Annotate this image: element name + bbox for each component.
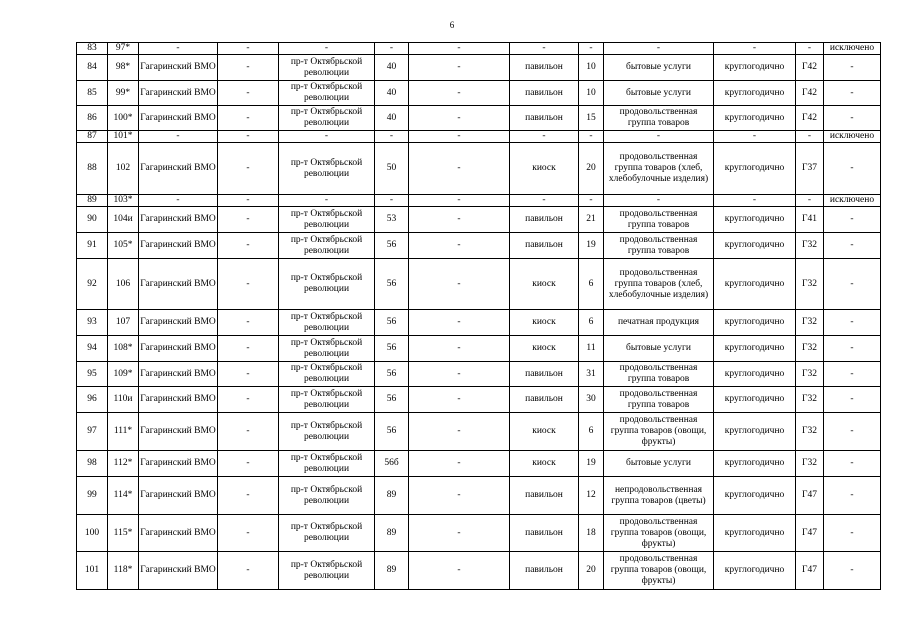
row-number: 92 [77, 259, 108, 310]
area-cell: 19 [579, 451, 604, 477]
house-cell: 50 [375, 143, 409, 195]
specialization-cell: продовольственная группа товаров (овощи, фрукты) [604, 413, 714, 451]
period-cell: круглогодично [714, 336, 796, 362]
place-id: 114* [108, 477, 139, 515]
table-row [77, 451, 881, 477]
table-row [77, 55, 881, 81]
row-number: 100 [77, 515, 108, 552]
col4-cell: - [218, 55, 279, 81]
place-id: 112* [108, 451, 139, 477]
row-number: 87 [77, 131, 108, 143]
area-cell: 6 [579, 413, 604, 451]
note-cell: исключено [824, 131, 881, 143]
col7-cell: - [409, 55, 510, 81]
street-cell: пр-т Октябрьской революции [279, 259, 375, 310]
house-cell: 56 [375, 413, 409, 451]
code-cell: Г42 [796, 106, 824, 131]
table-row [77, 43, 881, 55]
district-cell: Гагаринский ВМО [139, 413, 218, 451]
table-row [77, 362, 881, 387]
code-cell: Г32 [796, 310, 824, 336]
note-cell: - [824, 207, 881, 233]
district-cell: Гагаринский ВМО [139, 477, 218, 515]
area-cell: 20 [579, 143, 604, 195]
note-cell: - [824, 387, 881, 413]
place-id: 108* [108, 336, 139, 362]
col4-cell: - [218, 387, 279, 413]
area-cell: 21 [579, 207, 604, 233]
street-cell: пр-т Октябрьской революции [279, 106, 375, 131]
note-cell: - [824, 106, 881, 131]
street-cell: пр-т Октябрьской революции [279, 515, 375, 552]
area-cell: 11 [579, 336, 604, 362]
note-cell: - [824, 55, 881, 81]
area-cell: 10 [579, 55, 604, 81]
district-cell: Гагаринский ВМО [139, 143, 218, 195]
note-cell: - [824, 451, 881, 477]
table-row [77, 515, 881, 552]
col4-cell: - [218, 477, 279, 515]
specialization-cell: продовольственная группа товаров (овощи, фрукты) [604, 552, 714, 590]
specialization-cell: продовольственная группа товаров [604, 387, 714, 413]
table-row [77, 477, 881, 515]
specialization-cell: продовольственная группа товаров [604, 106, 714, 131]
period-cell: круглогодично [714, 81, 796, 106]
code-cell: Г32 [796, 451, 824, 477]
table-row [77, 413, 881, 451]
note-cell: исключено [824, 195, 881, 207]
period-cell: круглогодично [714, 362, 796, 387]
specialization-cell: продовольственная группа товаров [604, 233, 714, 259]
col7-cell: - [409, 233, 510, 259]
place-id: 99* [108, 81, 139, 106]
street-cell: пр-т Октябрьской революции [279, 387, 375, 413]
note-cell: - [824, 143, 881, 195]
col4-cell: - [218, 233, 279, 259]
house-cell: 89 [375, 515, 409, 552]
row-number: 93 [77, 310, 108, 336]
col7-cell: - [409, 387, 510, 413]
note-cell: - [824, 413, 881, 451]
note-cell: исключено [824, 43, 881, 55]
place-id: 111* [108, 413, 139, 451]
row-number: 98 [77, 451, 108, 477]
table-row [77, 552, 881, 590]
specialization-cell: бытовые услуги [604, 55, 714, 81]
district-cell: Гагаринский ВМО [139, 106, 218, 131]
row-number: 85 [77, 81, 108, 106]
place-id: 110и [108, 387, 139, 413]
code-cell: - [796, 195, 824, 207]
specialization-cell: бытовые услуги [604, 81, 714, 106]
note-cell: - [824, 552, 881, 590]
col4-cell: - [218, 362, 279, 387]
street-cell: - [279, 195, 375, 207]
specialization-cell: продовольственная группа товаров (хлеб, хлебобулочные изделия) [604, 143, 714, 195]
object-type-cell: - [510, 43, 579, 55]
street-cell: пр-т Октябрьской революции [279, 310, 375, 336]
code-cell: Г32 [796, 336, 824, 362]
area-cell: 18 [579, 515, 604, 552]
col4-cell: - [218, 336, 279, 362]
note-cell: - [824, 259, 881, 310]
row-number: 88 [77, 143, 108, 195]
place-id: 104и [108, 207, 139, 233]
house-cell: 56б [375, 451, 409, 477]
period-cell: круглогодично [714, 233, 796, 259]
district-cell: Гагаринский ВМО [139, 233, 218, 259]
col7-cell: - [409, 362, 510, 387]
col7-cell: - [409, 336, 510, 362]
object-type-cell: павильон [510, 477, 579, 515]
table-row [77, 387, 881, 413]
col4-cell: - [218, 143, 279, 195]
col7-cell: - [409, 515, 510, 552]
street-cell: пр-т Октябрьской революции [279, 336, 375, 362]
col7-cell: - [409, 106, 510, 131]
area-cell: 19 [579, 233, 604, 259]
place-id: 103* [108, 195, 139, 207]
col7-cell: - [409, 81, 510, 106]
specialization-cell: - [604, 195, 714, 207]
area-cell: - [579, 195, 604, 207]
area-cell: - [579, 43, 604, 55]
house-cell: 56 [375, 233, 409, 259]
place-id: 115* [108, 515, 139, 552]
row-number: 90 [77, 207, 108, 233]
page-number: 6 [449, 20, 455, 30]
specialization-cell: продовольственная группа товаров (хлеб, хлебобулочные изделия) [604, 259, 714, 310]
specialization-cell: бытовые услуги [604, 336, 714, 362]
col4-cell: - [218, 259, 279, 310]
district-cell: Гагаринский ВМО [139, 552, 218, 590]
street-cell: пр-т Октябрьской революции [279, 477, 375, 515]
code-cell: Г42 [796, 55, 824, 81]
period-cell: круглогодично [714, 259, 796, 310]
area-cell: 10 [579, 81, 604, 106]
place-id: 118* [108, 552, 139, 590]
district-cell: Гагаринский ВМО [139, 81, 218, 106]
table-row [77, 207, 881, 233]
object-type-cell: - [510, 131, 579, 143]
col7-cell: - [409, 552, 510, 590]
placement-table [76, 42, 881, 590]
col7-cell: - [409, 310, 510, 336]
code-cell: Г47 [796, 477, 824, 515]
row-number: 101 [77, 552, 108, 590]
col4-cell: - [218, 131, 279, 143]
object-type-cell: киоск [510, 413, 579, 451]
row-number: 91 [77, 233, 108, 259]
area-cell: - [579, 131, 604, 143]
street-cell: пр-т Октябрьской революции [279, 81, 375, 106]
area-cell: 6 [579, 310, 604, 336]
col7-cell: - [409, 143, 510, 195]
specialization-cell: продовольственная группа товаров (овощи, фрукты) [604, 515, 714, 552]
code-cell: - [796, 131, 824, 143]
street-cell: пр-т Октябрьской революции [279, 233, 375, 259]
code-cell: Г32 [796, 387, 824, 413]
specialization-cell: бытовые услуги [604, 451, 714, 477]
house-cell: 40 [375, 81, 409, 106]
note-cell: - [824, 310, 881, 336]
area-cell: 15 [579, 106, 604, 131]
col7-cell: - [409, 413, 510, 451]
period-cell: круглогодично [714, 55, 796, 81]
table-row [77, 259, 881, 310]
row-number: 84 [77, 55, 108, 81]
street-cell: пр-т Октябрьской революции [279, 552, 375, 590]
place-id: 97* [108, 43, 139, 55]
period-cell: круглогодично [714, 515, 796, 552]
col4-cell: - [218, 451, 279, 477]
district-cell: Гагаринский ВМО [139, 451, 218, 477]
period-cell: круглогодично [714, 451, 796, 477]
specialization-cell: - [604, 43, 714, 55]
code-cell: Г47 [796, 515, 824, 552]
row-number: 96 [77, 387, 108, 413]
place-id: 98* [108, 55, 139, 81]
code-cell: Г41 [796, 207, 824, 233]
table-row [77, 195, 881, 207]
specialization-cell: непродовольственная группа товаров (цветы) [604, 477, 714, 515]
object-type-cell: - [510, 195, 579, 207]
house-cell: - [375, 131, 409, 143]
row-number: 95 [77, 362, 108, 387]
house-cell: 56 [375, 259, 409, 310]
street-cell: пр-т Октябрьской революции [279, 143, 375, 195]
note-cell: - [824, 336, 881, 362]
note-cell: - [824, 515, 881, 552]
specialization-cell: - [604, 131, 714, 143]
period-cell: круглогодично [714, 552, 796, 590]
object-type-cell: киоск [510, 143, 579, 195]
district-cell: Гагаринский ВМО [139, 362, 218, 387]
col4-cell: - [218, 106, 279, 131]
col4-cell: - [218, 81, 279, 106]
district-cell: - [139, 195, 218, 207]
object-type-cell: киоск [510, 336, 579, 362]
object-type-cell: павильон [510, 362, 579, 387]
table-row [77, 233, 881, 259]
period-cell: круглогодично [714, 413, 796, 451]
row-number: 97 [77, 413, 108, 451]
code-cell: Г32 [796, 259, 824, 310]
note-cell: - [824, 477, 881, 515]
district-cell: Гагаринский ВМО [139, 55, 218, 81]
period-cell: круглогодично [714, 477, 796, 515]
col7-cell: - [409, 451, 510, 477]
house-cell: 53 [375, 207, 409, 233]
district-cell: - [139, 131, 218, 143]
place-id: 109* [108, 362, 139, 387]
object-type-cell: павильон [510, 55, 579, 81]
table-row [77, 81, 881, 106]
house-cell: 40 [375, 55, 409, 81]
house-cell: 56 [375, 336, 409, 362]
period-cell: - [714, 131, 796, 143]
table-body [77, 43, 881, 590]
object-type-cell: павильон [510, 233, 579, 259]
code-cell: Г32 [796, 413, 824, 451]
street-cell: - [279, 131, 375, 143]
place-id: 107 [108, 310, 139, 336]
note-cell: - [824, 362, 881, 387]
house-cell: 56 [375, 362, 409, 387]
district-cell: Гагаринский ВМО [139, 515, 218, 552]
period-cell: - [714, 43, 796, 55]
table-row [77, 310, 881, 336]
table-row [77, 143, 881, 195]
house-cell: 89 [375, 477, 409, 515]
col7-cell: - [409, 259, 510, 310]
period-cell: круглогодично [714, 106, 796, 131]
street-cell: пр-т Октябрьской революции [279, 413, 375, 451]
period-cell: - [714, 195, 796, 207]
street-cell: пр-т Октябрьской революции [279, 55, 375, 81]
house-cell: 56 [375, 310, 409, 336]
note-cell: - [824, 233, 881, 259]
row-number: 89 [77, 195, 108, 207]
code-cell: Г32 [796, 362, 824, 387]
period-cell: круглогодично [714, 387, 796, 413]
object-type-cell: павильон [510, 515, 579, 552]
district-cell: Гагаринский ВМО [139, 336, 218, 362]
area-cell: 31 [579, 362, 604, 387]
district-cell: - [139, 43, 218, 55]
code-cell: - [796, 43, 824, 55]
note-cell: - [824, 81, 881, 106]
street-cell: - [279, 43, 375, 55]
col4-cell: - [218, 195, 279, 207]
object-type-cell: киоск [510, 451, 579, 477]
col4-cell: - [218, 310, 279, 336]
house-cell: 89 [375, 552, 409, 590]
period-cell: круглогодично [714, 143, 796, 195]
col4-cell: - [218, 552, 279, 590]
object-type-cell: павильон [510, 207, 579, 233]
col7-cell: - [409, 195, 510, 207]
code-cell: Г47 [796, 552, 824, 590]
house-cell: - [375, 43, 409, 55]
col7-cell: - [409, 477, 510, 515]
col7-cell: - [409, 207, 510, 233]
row-number: 86 [77, 106, 108, 131]
house-cell: 56 [375, 387, 409, 413]
object-type-cell: киоск [510, 259, 579, 310]
district-cell: Гагаринский ВМО [139, 207, 218, 233]
table-row [77, 106, 881, 131]
house-cell: - [375, 195, 409, 207]
code-cell: Г37 [796, 143, 824, 195]
specialization-cell: продовольственная группа товаров [604, 362, 714, 387]
area-cell: 20 [579, 552, 604, 590]
col4-cell: - [218, 207, 279, 233]
object-type-cell: киоск [510, 310, 579, 336]
col4-cell: - [218, 515, 279, 552]
street-cell: пр-т Октябрьской революции [279, 362, 375, 387]
area-cell: 6 [579, 259, 604, 310]
place-id: 101* [108, 131, 139, 143]
specialization-cell: печатная продукция [604, 310, 714, 336]
street-cell: пр-т Октябрьской революции [279, 207, 375, 233]
street-cell: пр-т Октябрьской революции [279, 451, 375, 477]
place-id: 106 [108, 259, 139, 310]
row-number: 83 [77, 43, 108, 55]
code-cell: Г32 [796, 233, 824, 259]
table-row [77, 336, 881, 362]
district-cell: Гагаринский ВМО [139, 310, 218, 336]
col7-cell: - [409, 43, 510, 55]
col4-cell: - [218, 413, 279, 451]
place-id: 105* [108, 233, 139, 259]
object-type-cell: павильон [510, 552, 579, 590]
object-type-cell: павильон [510, 106, 579, 131]
object-type-cell: павильон [510, 387, 579, 413]
place-id: 102 [108, 143, 139, 195]
district-cell: Гагаринский ВМО [139, 387, 218, 413]
row-number: 99 [77, 477, 108, 515]
row-number: 94 [77, 336, 108, 362]
house-cell: 40 [375, 106, 409, 131]
col7-cell: - [409, 131, 510, 143]
period-cell: круглогодично [714, 207, 796, 233]
district-cell: Гагаринский ВМО [139, 259, 218, 310]
period-cell: круглогодично [714, 310, 796, 336]
specialization-cell: продовольственная группа товаров [604, 207, 714, 233]
area-cell: 30 [579, 387, 604, 413]
col4-cell: - [218, 43, 279, 55]
code-cell: Г42 [796, 81, 824, 106]
object-type-cell: павильон [510, 81, 579, 106]
area-cell: 12 [579, 477, 604, 515]
place-id: 100* [108, 106, 139, 131]
table-row [77, 131, 881, 143]
